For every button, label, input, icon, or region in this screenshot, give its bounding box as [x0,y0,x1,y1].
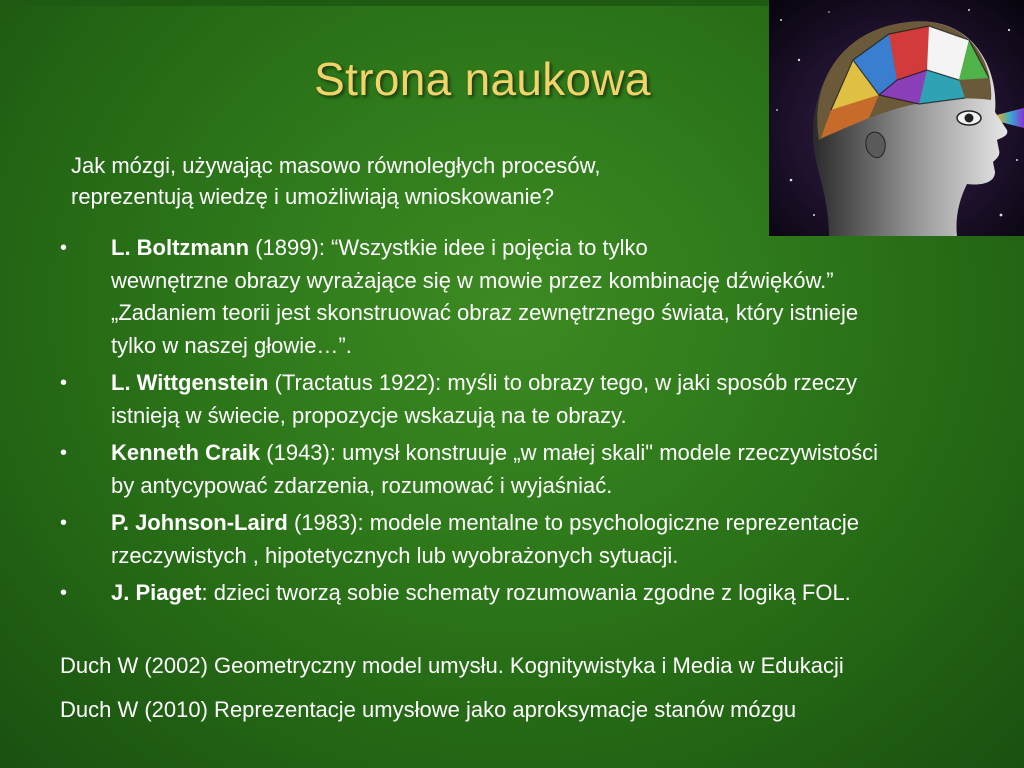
bullet-dot: • [60,237,68,259]
bullet-dot: • [60,372,68,394]
bullet-line [111,507,1010,540]
author-name: L. Wittgenstein [111,370,269,395]
subtitle-line: reprezentują wiedzę i umożliwiają wnioskowanie? [71,184,555,209]
list-item [60,367,1010,432]
bullet-line: wewnętrzne obrazy wyrażające się w mowie przez kombinację dźwięków.” [111,267,834,293]
list-item [60,232,1010,362]
author-name: Kenneth Craik [111,440,261,465]
author-name: J. Piaget [111,580,202,605]
bullet-text: (1899): “Wszystkie idee i pojęcia to tylko [249,235,648,260]
author-name: L. Boltzmann [111,235,250,260]
bullet-text: (1943): umysł konstruuje „w małej skali" modele rzeczywistości [260,440,879,465]
bullet-line: tylko w naszej głowie…”. [111,332,352,358]
slide-subtitle [71,150,731,212]
reference-item: Duch W (2010) Reprezentacje umysłowe jako aproksymacje stanów mózgu [60,696,797,722]
bullet-text: : dzieci tworzą sobie schematy rozumowania zgodne z logiką FOL. [201,580,851,605]
bullet-line: „Zadaniem teorii jest skonstruować obraz zewnętrznego świata, który istnieje [111,300,859,325]
bullet-line: istnieją w świecie, propozycje wskazują na te obrazy. [111,402,627,428]
bullet-line [111,367,1010,400]
bullet-text: (1983): modele mentalne to psychologiczne reprezentacje [287,510,859,535]
references [60,650,1010,737]
bullet-line: by antycypować zdarzenia, rozumować i wyjaśniać. [111,472,613,498]
slide-title: Strona naukowa [314,53,651,105]
bullet-dot: • [60,442,68,464]
bullet-list [60,232,1010,615]
bullet-line [111,577,1010,610]
list-item [60,577,1010,610]
subtitle-line: Jak mózgi, używając masowo równoległych procesów, [71,153,601,178]
bullet-dot: • [60,582,68,604]
head-illustration [769,0,1024,236]
bullet-line [111,232,1010,265]
bullet-line: rzeczywistych , hipotetycznych lub wyobrażonych sytuacji. [111,542,679,568]
bullet-dot: • [60,512,68,534]
author-name: P. Johnson-Laird [111,510,288,535]
bullet-text: (Tractatus 1922): myśli to obrazy tego, w jaki sposób rzeczy [268,370,857,395]
reference-item: Duch W (2002) Geometryczny model umysłu. Kognitywistyka i Media w Edukacji [60,653,844,678]
list-item [60,437,1010,502]
list-item [60,507,1010,572]
bullet-line [111,437,1010,470]
